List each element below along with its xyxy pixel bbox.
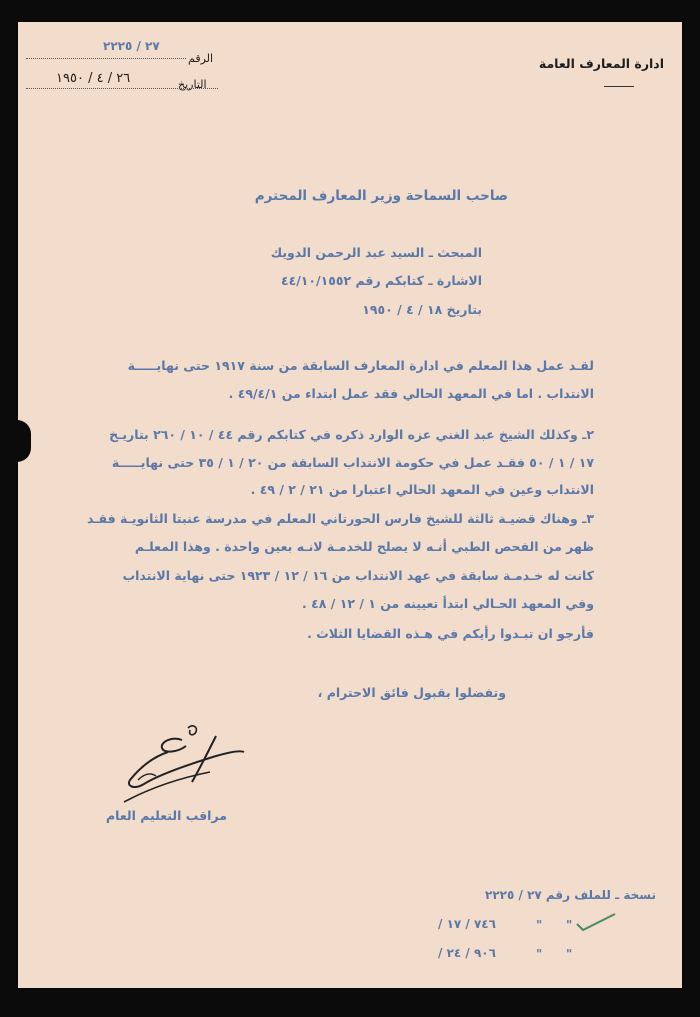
body-line-2: الانتداب . اما في المعهد الحالي فقد عمل ابتداء من ٤٩/٤/١ . <box>228 386 594 401</box>
ref-dotted-line <box>26 58 186 59</box>
date-label: التاريخ <box>178 78 207 91</box>
body-line-5: الانتداب وعين في المعهد الحالي اعتبارا من ٢١ / ٢ / ٤٩ . <box>250 482 594 497</box>
body-line-10: فأرجو ان تبـدوا رأيكم في هـذه القضايا الثلاث . <box>307 626 594 641</box>
body-line-3: ٢ـ وكذلك الشيخ عبد الغني عزه الوارد ذكره في كتابكم رقم ٤٤ / ١٠ / ٢٦٠ بتاريـخ <box>109 427 594 442</box>
subject-reference: الاشارة ـ كتابكم رقم ٤٤/١٠/١٥٥٢ <box>280 273 482 288</box>
subject-topic: المبحث ـ السيد عبد الرحمن الدويك <box>270 245 482 260</box>
body-line-4: ١٧ / ١ / ٥٠ فقـد عمل في حكومة الانتداب السابقة من ٢٠ / ١ / ٣٥ حتى نهايـــــة <box>111 455 594 470</box>
addressee: صاحب السماحة وزير المعارف المحترم <box>254 188 508 204</box>
ref-label: الرقم <box>188 52 214 65</box>
ditto-mark-1b: " <box>566 918 573 932</box>
ditto-mark-2b: " <box>566 947 573 961</box>
ref-value: ٢٧ / ٢٢٢٥ <box>103 39 160 53</box>
body-line-9: وفي المعهد الحـالي ابتدأ تعيينه من ١ / ١٢ / ٤٨ . <box>302 596 594 611</box>
body-line-1: لقـد عمل هذا المعلم في ادارة المعارف السابقة من سنة ١٩١٧ حتى نهايـــــة <box>127 358 594 373</box>
subject-date: بتاريخ ١٨ / ٤ / ١٩٥٠ <box>362 302 482 317</box>
ditto-mark-1a: " <box>536 918 543 932</box>
letter-page <box>18 22 682 988</box>
copy-line-3: ٩٠٦ / ٢٤ / <box>438 946 496 960</box>
copy-line-2: ٧٤٦ / ١٧ / <box>438 917 496 931</box>
body-line-6: ٣ـ وهناك قضيـة ثالثة للشيخ فارس الحورتاني المعلم في مدرسة عنبتا الثانويـة فقـد <box>87 511 594 526</box>
closing: وتفضلوا بقبول فائق الاحترام ، <box>317 685 506 700</box>
body-line-7: ظهر من الفحص الطبي أنـه لا يصلح للخدمـة لانـه بعين واحدة . وهذا المعلـم <box>134 539 594 554</box>
date-dotted-line <box>26 88 218 89</box>
signature-title: مراقب التعليم العام <box>106 808 227 823</box>
department-underline <box>604 86 634 87</box>
ditto-mark-2a: " <box>536 947 543 961</box>
copy-line-1: نسخة ـ للملف رقم ٢٧ / ٢٢٢٥ <box>485 888 656 902</box>
signature-mark <box>120 722 250 812</box>
body-line-8: كانت له خـدمـة سابقة في عهد الانتداب من ١٦ / ١٢ / ١٩٢٣ حتى نهاية الانتداب <box>122 568 594 583</box>
punch-notch <box>17 420 31 462</box>
department-name: ادارة المعارف العامة <box>538 56 664 71</box>
check-mark-icon <box>575 910 619 932</box>
date-value: ٢٦ / ٤ / ١٩٥٠ <box>56 71 131 86</box>
